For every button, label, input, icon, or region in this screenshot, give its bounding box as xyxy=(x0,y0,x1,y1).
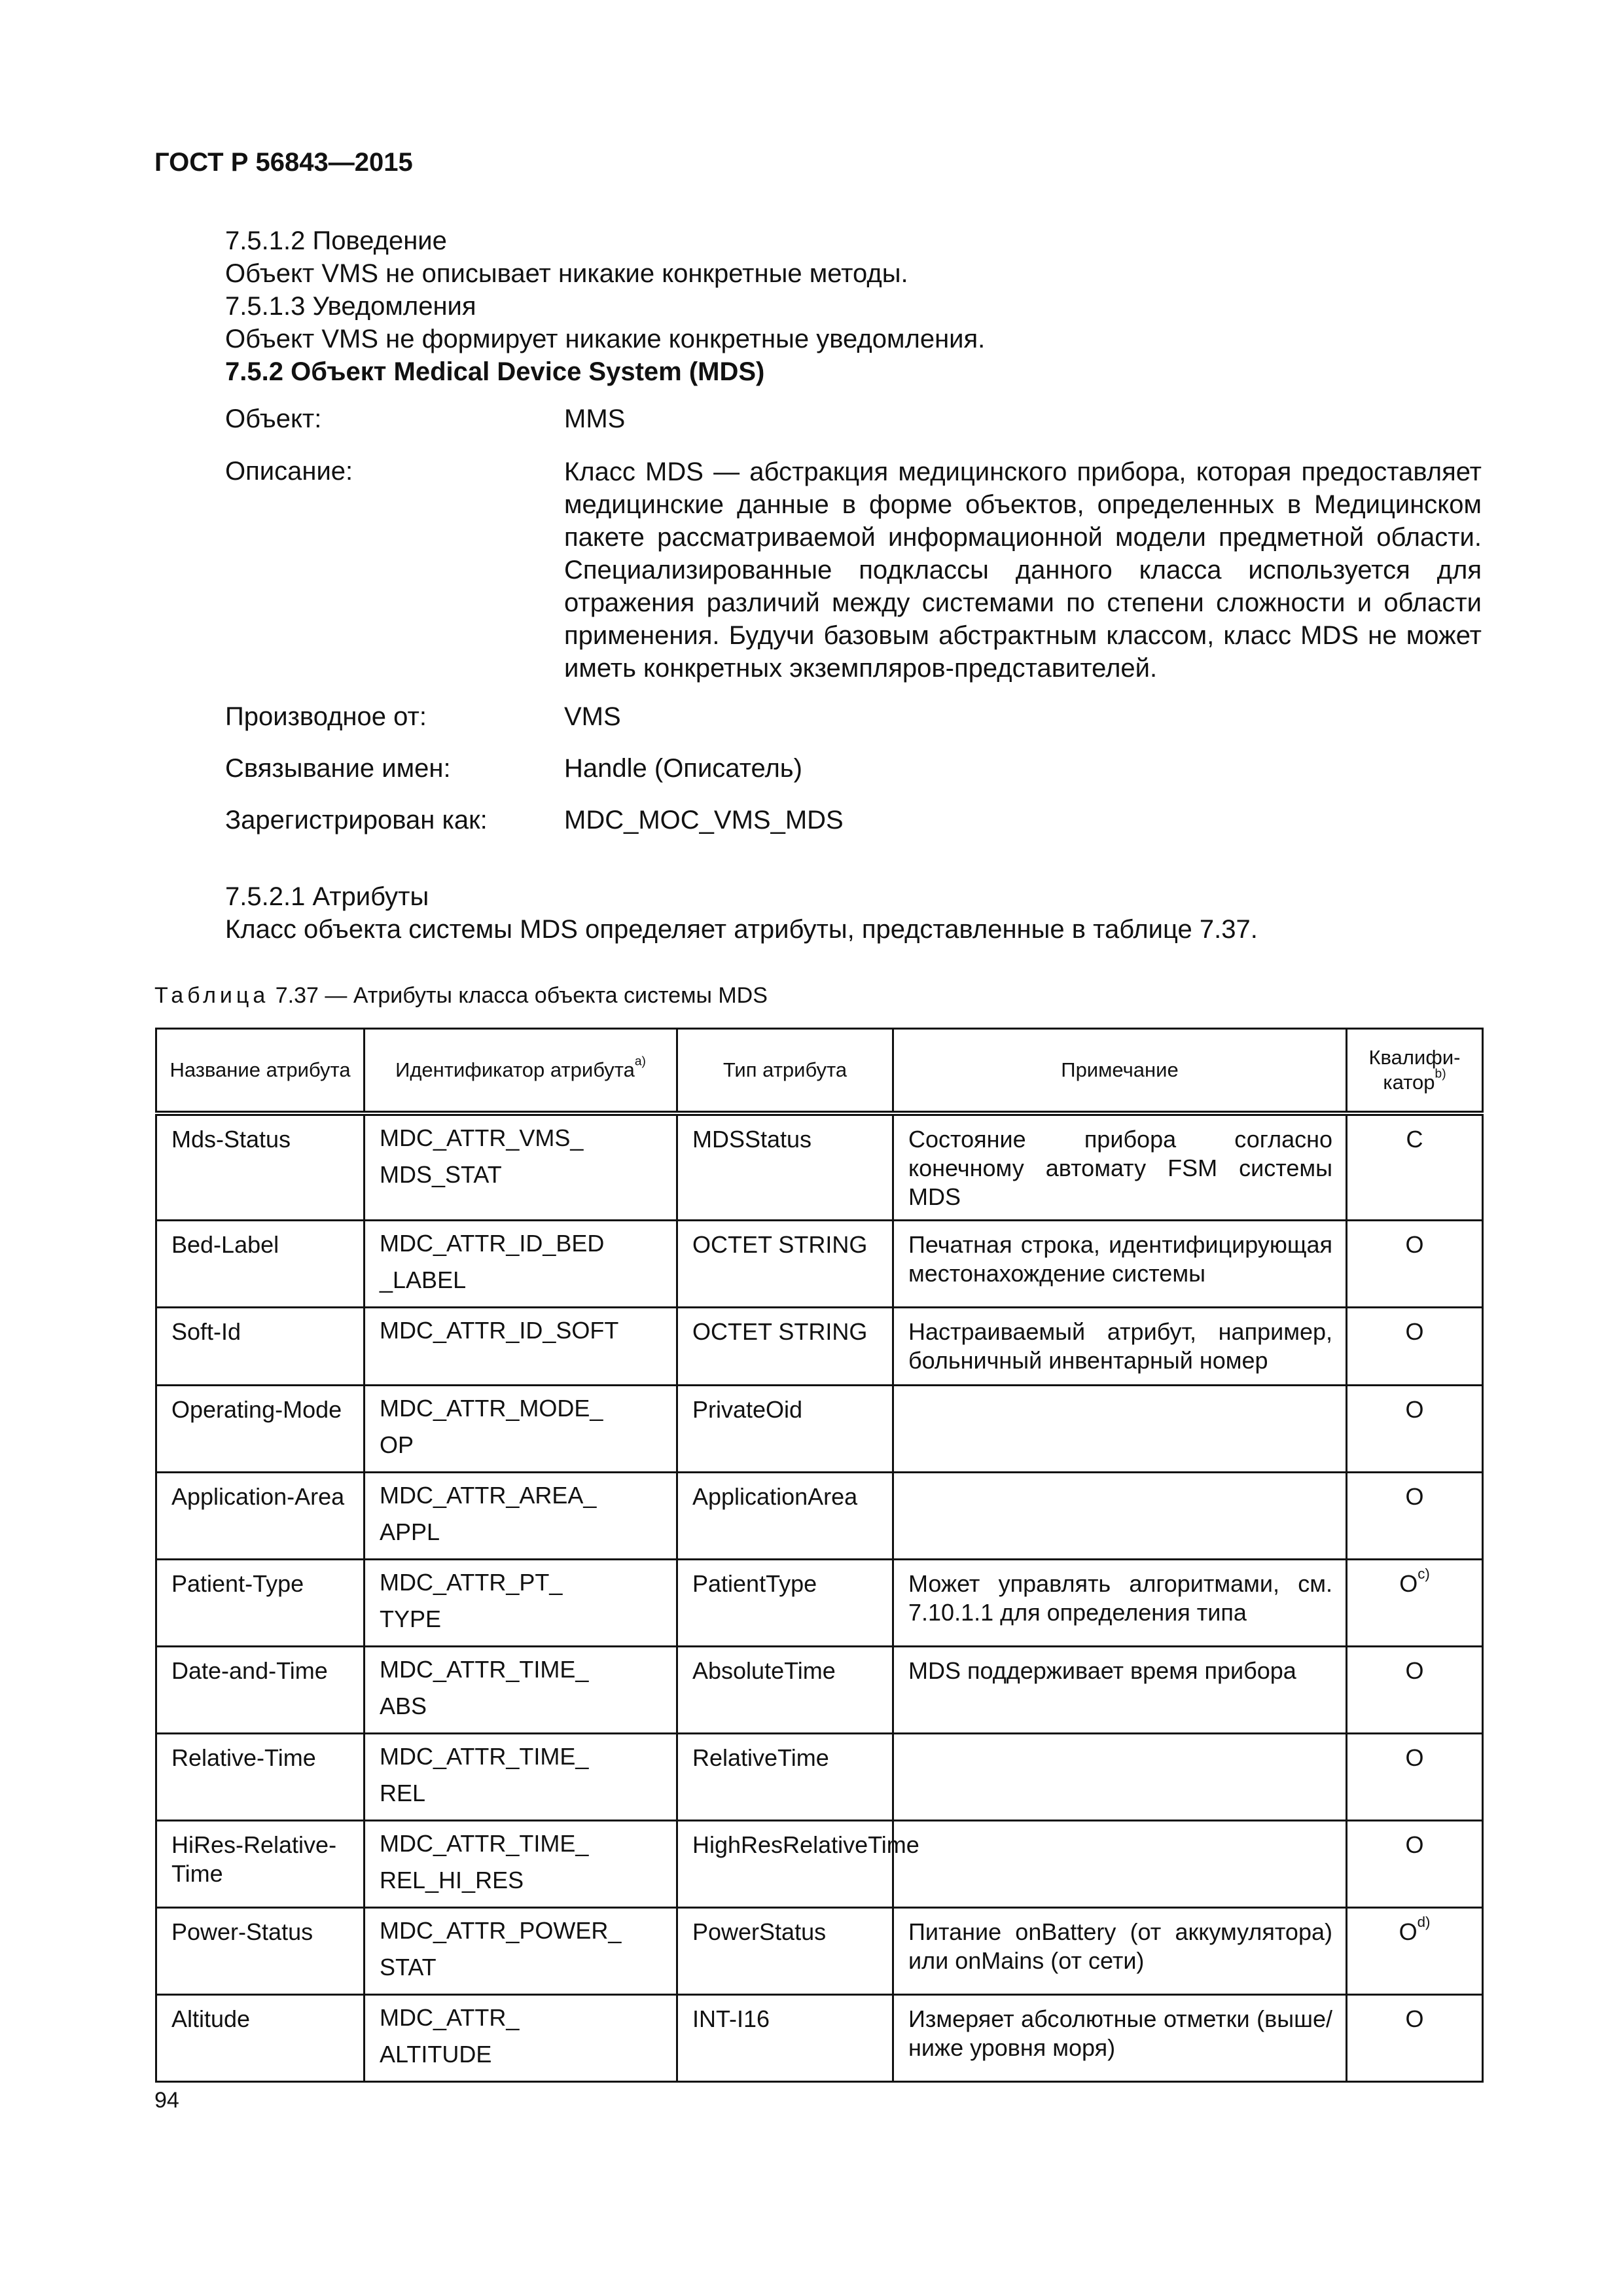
cell-name: Mds-Status xyxy=(156,1113,365,1221)
cell-id-line2: ABS xyxy=(380,1693,427,1719)
cell-name: Operating-Mode xyxy=(156,1386,365,1473)
cell-type: INT-I16 xyxy=(677,1995,893,2082)
cell-id xyxy=(365,1734,677,1821)
cell-qualifier-value: O xyxy=(1399,1570,1418,1597)
cell-id xyxy=(365,1995,677,2082)
cell-type: AbsoluteTime xyxy=(677,1647,893,1734)
derived-value: VMS xyxy=(564,702,621,731)
cell-type: PrivateOid xyxy=(677,1386,893,1473)
cell-id-line2: TYPE xyxy=(380,1605,442,1632)
cell-note xyxy=(893,1386,1347,1473)
cell-type: ApplicationArea xyxy=(677,1473,893,1560)
cell-name: Soft-Id xyxy=(156,1308,365,1386)
cell-id-line1: MDC_ATTR_TIME_ xyxy=(380,1656,589,1683)
cell-qualifier-value: O xyxy=(1405,1483,1424,1510)
cell-id-line1: MDC_ATTR_PT_ xyxy=(380,1569,563,1596)
section-7-5-2-1-title: 7.5.2.1 Атрибуты xyxy=(225,882,429,911)
cell-qualifier-footnote: d) xyxy=(1417,1913,1431,1930)
cell-note: MDS поддерживает время прибора xyxy=(893,1647,1347,1734)
section-7-5-2-title: 7.5.2 Объект Medical Device System (MDS) xyxy=(225,357,765,386)
header-id-footnote: a) xyxy=(634,1054,646,1069)
header-id-text: Идентификатор атрибута xyxy=(395,1058,635,1081)
header-name: Название атрибута xyxy=(156,1029,365,1114)
cell-id-line2: REL xyxy=(380,1780,426,1806)
cell-id-line1: MDC_ATTR_AREA_ xyxy=(380,1482,597,1509)
cell-qualifier-value: O xyxy=(1405,1318,1424,1345)
cell-id xyxy=(365,1113,677,1221)
cell-qualifier xyxy=(1347,1386,1483,1473)
cell-note xyxy=(893,1473,1347,1560)
section-7-5-1-2-title: 7.5.1.2 Поведение xyxy=(225,226,447,255)
cell-qualifier xyxy=(1347,1308,1483,1386)
cell-id-line1: MDC_ATTR_ xyxy=(380,2004,520,2031)
cell-qualifier-value: O xyxy=(1405,1744,1424,1771)
cell-name: Date-and-Time xyxy=(156,1647,365,1734)
cell-qualifier xyxy=(1347,1734,1483,1821)
header-note: Примечание xyxy=(893,1029,1347,1114)
cell-id xyxy=(365,1560,677,1647)
cell-id-line2: APPL xyxy=(380,1518,440,1545)
cell-note: Измеряет абсолютные отметки (выше/ниже уровня моря) xyxy=(893,1995,1347,2082)
table-caption-text: 7.37 — Атрибуты класса объекта системы MDS xyxy=(275,983,768,1008)
cell-id-line1: MDC_ATTR_TIME_ xyxy=(380,1743,589,1770)
cell-qualifier xyxy=(1347,1221,1483,1308)
cell-name: Power-Status xyxy=(156,1908,365,1995)
cell-qualifier xyxy=(1347,1473,1483,1560)
cell-note xyxy=(893,1734,1347,1821)
cell-type: MDSStatus xyxy=(677,1113,893,1221)
header-qualifier-text: Квалифи-катор xyxy=(1368,1046,1461,1094)
description-value: Класс MDS — абстракция медицинского прибора, которая предоставляет медицинские данные в форме объектов, определенных в Медицинском пакете рассматриваемой информационной модели предметной области. Специализированные подклассы данного класса используется для отражения различий между системами по степени сложности и области применения. Будучи базовым абстрактным классом, класс MDS не может иметь конкретных экземпляров-представителей. xyxy=(564,457,1482,683)
description-label: Описание: xyxy=(225,457,353,486)
attributes-table xyxy=(155,1028,1484,2083)
cell-id-line1: MDC_ATTR_MODE_ xyxy=(380,1395,603,1422)
section-7-5-2-1-text: Класс объекта системы MDS определяет атрибуты, представленные в таблице 7.37. xyxy=(225,915,1258,944)
cell-qualifier-value: C xyxy=(1406,1126,1423,1153)
cell-id xyxy=(365,1221,677,1308)
derived-label: Производное от: xyxy=(225,702,427,731)
cell-note: Может управлять алгоритмами, см. 7.10.1.1 для определения типа xyxy=(893,1560,1347,1647)
cell-id-line2: OP xyxy=(380,1431,414,1458)
cell-id xyxy=(365,1647,677,1734)
table-row xyxy=(156,1308,1483,1386)
cell-id-line2: ALTITUDE xyxy=(380,2041,492,2068)
cell-id-line1: MDC_ATTR_ID_BED xyxy=(380,1230,605,1257)
cell-type: RelativeTime xyxy=(677,1734,893,1821)
cell-type: PatientType xyxy=(677,1560,893,1647)
table-caption xyxy=(154,983,768,1009)
cell-note: Настраиваемый атрибут, например, больничный инвентарный номер xyxy=(893,1308,1347,1386)
naming-label: Связывание имен: xyxy=(225,754,451,783)
cell-type: OCTET STRING xyxy=(677,1308,893,1386)
cell-id-line1: MDC_ATTR_VMS_ xyxy=(380,1124,584,1151)
cell-qualifier-value: O xyxy=(1405,1831,1424,1858)
cell-qualifier-value: O xyxy=(1405,1657,1424,1684)
header-qualifier xyxy=(1347,1029,1483,1114)
cell-note: Состояние прибора согласно конечному автомату FSM системы MDS xyxy=(893,1113,1347,1221)
cell-qualifier xyxy=(1347,1560,1483,1647)
cell-id-line2: REL_HI_RES xyxy=(380,1867,524,1893)
object-value: MMS xyxy=(564,404,626,433)
table-row xyxy=(156,1734,1483,1821)
table-row xyxy=(156,1386,1483,1473)
cell-id-line1: MDC_ATTR_POWER_ xyxy=(380,1917,622,1944)
table-row xyxy=(156,1821,1483,1908)
cell-qualifier xyxy=(1347,1821,1483,1908)
cell-name: HiRes-Relative-Time xyxy=(156,1821,365,1908)
cell-name: Altitude xyxy=(156,1995,365,2082)
cell-qualifier-value: O xyxy=(1405,1396,1424,1423)
section-7-5-1-2-text: Объект VMS не описывает никакие конкретные методы. xyxy=(225,259,908,288)
section-7-5-1-3-title: 7.5.1.3 Уведомления xyxy=(225,292,476,321)
cell-id-line1: MDC_ATTR_TIME_ xyxy=(380,1830,589,1857)
cell-note: Печатная строка, идентифицирующая местонахождение системы xyxy=(893,1221,1347,1308)
table-row xyxy=(156,1560,1483,1647)
cell-name: Relative-Time xyxy=(156,1734,365,1821)
cell-type: OCTET STRING xyxy=(677,1221,893,1308)
cell-qualifier xyxy=(1347,1995,1483,2082)
cell-id-line2: MDS_STAT xyxy=(380,1161,502,1188)
cell-name: Patient-Type xyxy=(156,1560,365,1647)
cell-id-line2: STAT xyxy=(380,1954,437,1981)
cell-name: Application-Area xyxy=(156,1473,365,1560)
object-label: Объект: xyxy=(225,404,322,433)
cell-qualifier xyxy=(1347,1113,1483,1221)
cell-id xyxy=(365,1386,677,1473)
cell-qualifier xyxy=(1347,1647,1483,1734)
naming-value: Handle (Описатель) xyxy=(564,754,802,783)
cell-name: Bed-Label xyxy=(156,1221,365,1308)
cell-id-line2: _LABEL xyxy=(380,1266,467,1293)
table-header-row xyxy=(156,1029,1483,1114)
cell-qualifier-value: O xyxy=(1405,2005,1424,2032)
cell-note: Питание onBattery (от аккумулятора) или onMains (от сети) xyxy=(893,1908,1347,1995)
cell-id xyxy=(365,1821,677,1908)
table-row xyxy=(156,1113,1483,1221)
header-qualifier-footnote: b) xyxy=(1435,1067,1446,1081)
table-row xyxy=(156,1908,1483,1995)
cell-id-line1: MDC_ATTR_ID_SOFT xyxy=(380,1317,619,1344)
cell-id xyxy=(365,1908,677,1995)
cell-qualifier-value: O xyxy=(1399,1918,1418,1945)
section-7-5-1-3-text: Объект VMS не формирует никакие конкретные уведомления. xyxy=(225,325,986,353)
cell-qualifier-value: O xyxy=(1405,1231,1424,1258)
registered-value: MDC_MOC_VMS_MDS xyxy=(564,806,844,834)
table-row xyxy=(156,1647,1483,1734)
table-row xyxy=(156,1473,1483,1560)
cell-qualifier-footnote: c) xyxy=(1418,1565,1430,1582)
registered-label: Зарегистрирован как: xyxy=(225,806,488,834)
cell-type: PowerStatus xyxy=(677,1908,893,1995)
table-caption-word: Таблица xyxy=(154,983,270,1008)
cell-qualifier xyxy=(1347,1908,1483,1995)
table-row xyxy=(156,1221,1483,1308)
table-row xyxy=(156,1995,1483,2082)
page-number: 94 xyxy=(154,2088,179,2113)
cell-id xyxy=(365,1473,677,1560)
document-header: ГОСТ Р 56843—2015 xyxy=(154,148,413,177)
header-type: Тип атрибута xyxy=(677,1029,893,1114)
header-id xyxy=(365,1029,677,1114)
cell-type: HighResRelativeTime xyxy=(677,1821,893,1908)
cell-id xyxy=(365,1308,677,1386)
cell-note xyxy=(893,1821,1347,1908)
